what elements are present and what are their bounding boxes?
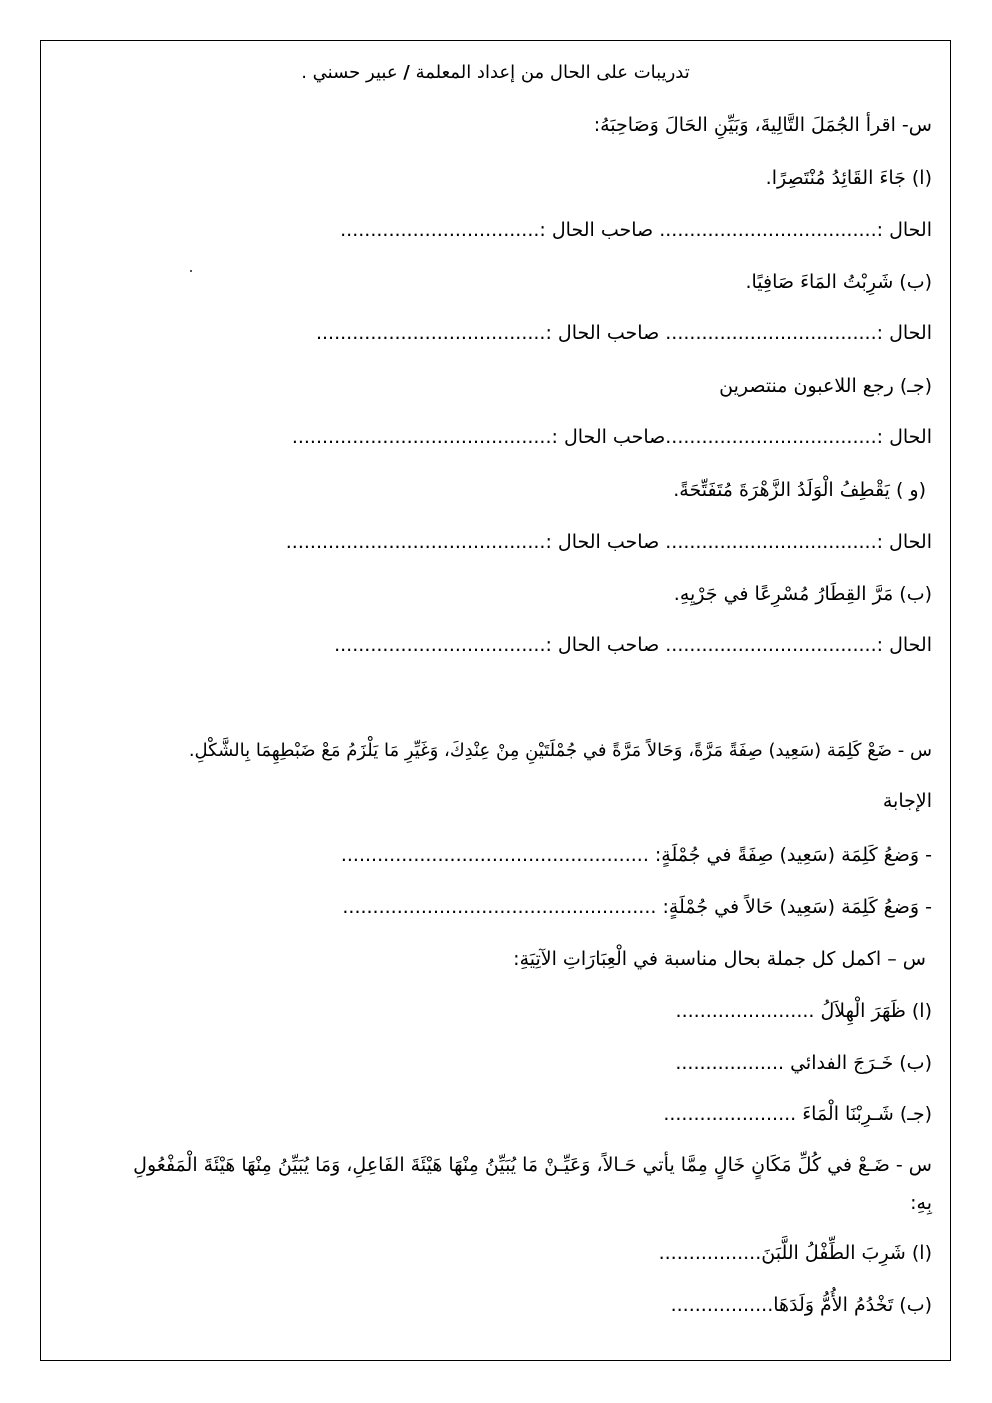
q3-prompt: س – اكمل كل جملة بحال مناسبة في الْعِبَارَاتِ الآتِيَةِ:: [513, 948, 926, 970]
q1-answer-e: الحال :................................... صاحب الحال :...................................: [334, 634, 932, 656]
q2-answer-label: الإجابة: [882, 790, 932, 812]
q1-sentence-a: (ا) جَاءَ القَائِدُ مُنْتَصِرًا.: [765, 167, 932, 189]
q2-prompt: س - ضَعْ كَلِمَة (سَعِيد) صِفَةً مَرَّةً، وَحَالاً مَرَّةً في جُمْلَتَيْنِ مِنْ عِنْدِكَ، وَغَيِّرِ مَا يَلْزَمُ مَعْ ضَبْطِهِمَا بِالشَّكْلِ.: [188, 740, 932, 761]
title-separator: /: [403, 62, 410, 83]
q1-answer-d: الحال :................................... صاحب الحال :...........................................: [285, 531, 932, 553]
q3-item-b: (ب) خَـرَجَ الفدائي ..................: [675, 1052, 932, 1074]
q3-item-a: (ا) ظَهَرَ الْهِلاَلُ .......................: [675, 1000, 932, 1022]
stray-mark: [190, 270, 192, 272]
q1-sentence-b: (ب) شَرِبْتُ المَاءَ صَافِيًا.: [745, 271, 932, 293]
q1-prompt: س- اقرأ الجُمَلَ التَّالِيةَ، وَبَيِّنِ الحَالَ وَصَاحِبَهُ:: [593, 114, 932, 136]
q4-prompt: س - ضَـعْ في كُلِّ مَكَانٍ خَالٍ مِمَّا يأتي حَـالاً، وَعَيِّـنْ مَا يُبَيِّنُ مِنْهَا هَيْئَةَ الفَاعِلِ، وَمَا يُبَيِّنُ مِنْهَا هَيْئَةَ الْمَفْعُولِ بِهِ:: [133, 1154, 932, 1214]
q1-answer-b: الحال :................................... صاحب الحال :......................................: [315, 322, 932, 344]
q2-line-hal: - وَضعُ كَلِمَة (سَعِيد) حَالاً في جُمْلَةٍ: ....................................................: [342, 896, 932, 918]
q1-answer-c: الحال :...................................صاحب الحال :...........................................: [291, 426, 932, 448]
q1-sentence-d: (و ) يَقْطِفُ الْوَلَدُ الزَّهْرَةَ مُتَفَتِّحَةً.: [673, 479, 926, 501]
teacher-name: عبير حسني .: [301, 62, 398, 83]
q3-item-c: (جـ) شَـرِبْنَا الْمَاءَ ......................: [663, 1103, 932, 1125]
q1-answer-a: الحال :.................................... صاحب الحال :.................................: [340, 219, 932, 241]
q4-item-a: (ا) شَرِبَ الطِّفْلُ اللَّبَنَ.................: [658, 1242, 932, 1264]
title-text: تدريبات على الحال من إعداد المعلمة: [415, 62, 690, 83]
q1-sentence-e: (ب) مَرَّ القِطَارُ مُسْرِعًا في جَرْيِهِ.: [673, 583, 932, 605]
q1-sentence-c: (جـ) رجع اللاعبون منتصرين: [719, 375, 932, 397]
q2-line-adjective: - وَضعُ كَلِمَة (سَعِيد) صِفَةً في جُمْلَةٍ: ...................................................: [340, 844, 932, 866]
worksheet-title: [40, 58, 951, 88]
q4-item-b: (ب) تَخْدُمُ الأُمُّ وَلَدَهَا.................: [670, 1294, 932, 1316]
